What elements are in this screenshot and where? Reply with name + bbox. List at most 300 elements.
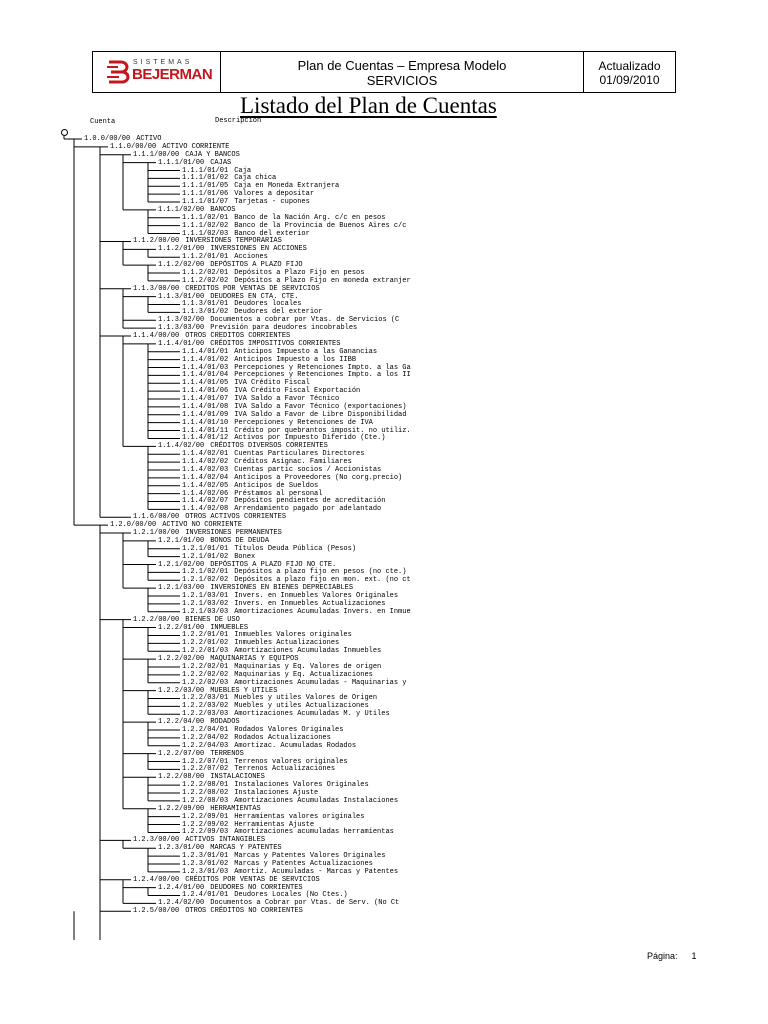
account-code: 1.2.3/01/02: [182, 859, 229, 868]
account-row: [182, 387, 360, 395]
account-code: 1.2.1/03/02: [182, 599, 229, 608]
account-code: 1.2.2/04/03: [182, 741, 229, 750]
account-description: Amortizaciones Acumuladas Invers. en Inmue: [234, 607, 411, 616]
header-title-line1: Plan de Cuentas – Empresa Modelo: [297, 58, 507, 73]
account-code: 1.1.1/02/00: [158, 205, 205, 214]
account-code: 1.2.2/03/01: [182, 694, 229, 703]
account-description: HERRAMIENTAS: [210, 804, 261, 813]
account-row: [182, 474, 402, 482]
account-description: Instalaciones Ajuste: [234, 789, 319, 798]
account-description: Documentos a Cobrar por Vtas. de Serv. (No Ct: [210, 899, 400, 908]
account-description: CRÉDITOS IMPOSITIVOS CORRIENTES: [210, 339, 341, 348]
account-row: [182, 852, 385, 860]
account-description: RODADOS: [210, 718, 240, 727]
account-code: 1.1.1/02/03: [182, 229, 229, 238]
account-description: Caja: [234, 166, 252, 175]
account-row: [182, 348, 377, 356]
account-code: 1.1.4/01/09: [182, 410, 229, 419]
account-code: 1.2.4/02/00: [158, 899, 205, 908]
account-row: [182, 371, 411, 379]
account-code: 1.1.4/01/05: [182, 379, 229, 388]
page-number: 1: [691, 951, 697, 961]
account-row: [182, 230, 310, 238]
account-code: 1.2.1/01/01: [182, 544, 229, 553]
account-description: Terrenos valores originales: [234, 757, 348, 766]
account-row: [182, 482, 318, 490]
account-code: 1.1.4/02/00: [158, 442, 205, 451]
account-row: [182, 198, 310, 206]
account-row: [182, 726, 343, 734]
account-description: Inmuebles Valores originales: [234, 631, 352, 640]
account-row: [133, 876, 320, 884]
account-code: 1.2.0/00/00: [110, 521, 157, 530]
account-row: [182, 860, 373, 868]
account-description: Herramientas Ajuste: [234, 820, 315, 829]
account-description: IVA Saldo a Favor Técnico (exportaciones): [234, 402, 407, 411]
account-description: ACTIVO CORRIENTE: [162, 142, 230, 151]
account-row: [158, 687, 277, 695]
account-description: ACTIVO NO CORRIENTE: [162, 521, 243, 530]
account-code: 1.2.1/03/03: [182, 607, 229, 616]
account-row: [182, 300, 301, 308]
account-description: CRÉDITOS POR VENTAS DE SERVICIOS: [185, 875, 320, 884]
account-description: Depósitos a plazo fijo en pesos (no cte.): [234, 568, 407, 577]
column-header-cuenta: Cuenta: [90, 118, 116, 126]
account-code: 1.1.4/01/02: [182, 355, 229, 364]
account-description: Invers. en Inmuebles Actualizaciones: [234, 599, 386, 608]
account-row: [182, 891, 348, 899]
account-description: BANCOS: [210, 205, 236, 214]
account-code: 1.2.1/00/00: [133, 529, 180, 537]
account-code: 1.1.4/02/05: [182, 481, 229, 490]
page-label: Página:: [647, 951, 678, 961]
account-code: 1.2.1/03/00: [158, 584, 205, 593]
account-description: Percepciones y Retenciones de IVA: [234, 418, 373, 427]
account-description: Inmuebles Actualizaciones: [234, 639, 340, 648]
account-row: [110, 143, 229, 151]
account-description: Amortizaciones Acumuladas Inmuebles: [234, 647, 382, 656]
account-row: [158, 159, 231, 167]
account-code: 1.1.1/01/07: [182, 198, 229, 207]
account-description: Anticipos Impuesto a las Ganancias: [234, 347, 378, 356]
account-row: [158, 245, 307, 253]
account-row: [133, 907, 303, 915]
account-description: Créditos Asignac. Familiares: [234, 458, 352, 467]
account-row: [158, 884, 303, 892]
account-description: DEUDORES EN CTA. CTE.: [210, 292, 299, 301]
account-code: 1.2.2/07/02: [182, 765, 229, 774]
account-description: ACTIVOS INTANGIBLES: [185, 836, 266, 845]
account-row: [182, 505, 381, 513]
account-description: Deudores locales: [234, 300, 302, 309]
account-code: 1.2.2/01/01: [182, 631, 229, 640]
account-description: INMUEBLES: [210, 623, 249, 632]
account-row: [182, 403, 406, 411]
account-code: 1.0.0/00/00: [84, 135, 131, 143]
account-row: [158, 316, 399, 324]
account-description: Préstamos al personal: [234, 489, 323, 498]
account-code: 1.2.2/07/00: [158, 749, 205, 758]
account-description: Depósitos a Plazo Fijo en pesos: [234, 268, 365, 277]
updated-date: 01/09/2010: [599, 73, 660, 87]
account-code: 1.2.2/03/03: [182, 710, 229, 719]
account-description: INSTALACIONES: [210, 773, 265, 782]
account-code: 1.2.2/01/03: [182, 647, 229, 656]
account-code: 1.1.2/00/00: [133, 237, 180, 246]
account-code: 1.1.2/02/02: [182, 276, 229, 285]
account-row: [182, 813, 364, 821]
account-description: OTROS CREDITOS CORRIENTES: [185, 332, 291, 340]
account-description: Cuentas partic socios / Accionistas: [234, 465, 382, 474]
account-code: 1.1.4/01/12: [182, 434, 229, 443]
account-description: Tarjetas - cupones: [234, 198, 310, 207]
account-row: [158, 561, 336, 569]
account-row: [182, 490, 322, 498]
account-description: CAJA Y BANCOS: [185, 150, 240, 159]
account-code: 1.2.2/09/02: [182, 820, 229, 829]
account-description: Títulos Deuda Pública (Pesos): [234, 544, 357, 553]
account-description: DEUDORES NO CORRIENTES: [210, 883, 303, 892]
account-description: Deudores del exterior: [234, 308, 323, 317]
account-row: [110, 521, 242, 529]
account-code: 1.2.2/08/03: [182, 796, 229, 805]
account-code: 1.1.1/00/00: [133, 150, 180, 159]
account-row: [182, 222, 406, 230]
account-row: [182, 167, 251, 175]
account-row: [158, 442, 328, 450]
account-code: 1.1.1/01/01: [182, 166, 229, 175]
account-description: Muebles y utiles Valores de Origen: [234, 694, 378, 703]
account-row: [182, 174, 276, 182]
account-description: Amortizac. Acumuladas Rodados: [234, 741, 357, 750]
account-row: [158, 718, 240, 726]
account-row: [182, 694, 377, 702]
updated-label: Actualizado: [598, 59, 661, 73]
account-description: BONOS DE DEUDA: [210, 536, 270, 545]
account-code: 1.1.4/02/01: [182, 450, 229, 459]
account-row: [133, 285, 320, 293]
account-row: [182, 356, 356, 364]
account-code: 1.1.4/01/08: [182, 402, 229, 411]
account-code: 1.2.5/00/00: [133, 907, 180, 916]
account-code: 1.1.3/01/00: [158, 292, 205, 301]
account-description: CREDITOS POR VENTAS DE SERVICIOS: [185, 284, 320, 293]
account-code: 1.1.6/00/00: [133, 513, 180, 522]
account-description: Instalaciones Valores Originales: [234, 781, 369, 790]
account-code: 1.2.2/04/00: [158, 718, 205, 727]
account-code: 1.1.4/02/02: [182, 458, 229, 467]
account-description: Anticipos Impuesto a los IIBB: [234, 355, 357, 364]
account-description: Banco de la Provincia de Buenos Aires c/c: [234, 221, 407, 230]
account-row: [133, 332, 290, 340]
account-description: IVA Crédito Fiscal: [234, 379, 310, 388]
account-description: TERRENOS: [210, 749, 244, 758]
account-description: Deudores Locales (No Ctes.): [234, 891, 348, 900]
account-description: DEPÓSITOS A PLAZO FIJO NO CTE.: [210, 560, 337, 569]
account-code: 1.1.4/01/01: [182, 347, 229, 356]
account-row: [182, 269, 364, 277]
account-code: 1.2.2/09/00: [158, 804, 205, 813]
account-row: [182, 631, 352, 639]
account-code: 1.2.2/00/00: [133, 615, 180, 624]
account-code: 1.1.0/00/00: [110, 142, 157, 151]
account-code: 1.1.3/03/00: [158, 324, 205, 333]
account-code: 1.2.2/07/01: [182, 757, 229, 766]
account-description: Percepciones y Retenciones Impto. a los II: [234, 371, 411, 380]
account-code: 1.1.3/01/01: [182, 300, 229, 309]
account-code: 1.2.3/00/00: [133, 836, 180, 845]
account-code: 1.1.4/00/00: [133, 332, 180, 340]
account-row: [158, 805, 261, 813]
account-row: [182, 545, 356, 553]
account-row: [182, 765, 335, 773]
account-row: [182, 592, 398, 600]
account-row: [182, 253, 268, 261]
account-code: 1.2.2/03/02: [182, 702, 229, 711]
account-description: Anticipos a Proveedores (No corg.precio): [234, 473, 403, 482]
account-code: 1.2.2/02/02: [182, 670, 229, 679]
account-row: [182, 758, 348, 766]
logo-subtitle: SISTEMAS: [133, 59, 193, 66]
account-description: MARCAS Y PATENTES: [210, 844, 282, 853]
account-row: [182, 781, 369, 789]
account-row: [182, 868, 398, 876]
account-row: [182, 576, 411, 584]
account-description: Marcas y Patentes Valores Originales: [234, 852, 386, 861]
account-description: Amortizaciones Acumuladas Instalaciones: [234, 796, 399, 805]
account-row: [133, 513, 286, 521]
account-code: 1.1.4/01/04: [182, 371, 229, 380]
account-code: 1.1.4/02/07: [182, 497, 229, 506]
account-code: 1.1.1/02/01: [182, 213, 229, 222]
account-code: 1.1.4/01/10: [182, 418, 229, 427]
account-code: 1.1.2/01/01: [182, 253, 229, 262]
account-code: 1.2.2/08/00: [158, 773, 205, 782]
account-description: Anticipos de Sueldos: [234, 481, 319, 490]
account-code: 1.2.2/08/02: [182, 789, 229, 798]
account-description: INVERSIONES EN ACCIONES: [210, 245, 307, 254]
account-description: Depósitos a Plazo Fijo en moneda extranjer: [234, 276, 411, 285]
account-row: [182, 568, 406, 576]
header-title-line2: SERVICIOS: [366, 73, 438, 88]
account-description: Rodados Valores Originales: [234, 726, 344, 734]
account-code: 1.2.1/01/00: [158, 536, 205, 545]
account-row: [182, 379, 310, 387]
account-code: 1.2.2/03/00: [158, 686, 205, 695]
account-description: Muebles y utiles Actualizaciones: [234, 702, 369, 711]
account-row: [158, 624, 248, 632]
account-description: Caja en Moneda Extranjera: [234, 182, 340, 191]
account-description: IVA Saldo a Favor Técnico: [234, 395, 340, 404]
account-code: 1.1.4/01/11: [182, 426, 229, 435]
account-description: INVERSIONES TEMPORARIAS: [185, 237, 282, 246]
logo-name: BEJERMAN: [132, 66, 213, 83]
account-code: 1.1.2/02/01: [182, 268, 229, 277]
account-row: [182, 427, 411, 435]
account-row: [158, 537, 269, 545]
account-description: OTROS CRÉDITOS NO CORRIENTES: [185, 907, 303, 916]
account-code: 1.2.4/00/00: [133, 875, 180, 884]
account-description: Maquinarias y Eq. Actualizaciones: [234, 670, 373, 679]
account-description: DEPÓSITOS A PLAZO FIJO: [210, 261, 303, 270]
account-row: [158, 206, 235, 214]
account-row: [133, 836, 265, 844]
account-code: 1.2.2/08/01: [182, 781, 229, 790]
account-code: 1.2.1/03/01: [182, 592, 229, 601]
account-row: [182, 639, 339, 647]
account-code: 1.1.4/01/07: [182, 395, 229, 404]
account-row: [133, 616, 240, 624]
account-description: Rodados Actualizaciones: [234, 733, 331, 742]
account-description: Valores a depositar: [234, 190, 315, 199]
account-row: [182, 458, 352, 466]
account-description: Amortizaciones Acumuladas - Maquinarias y: [234, 678, 407, 687]
account-row: [158, 340, 340, 348]
account-description: Acciones: [234, 253, 268, 262]
account-row: [84, 135, 161, 143]
account-code: 1.2.3/01/01: [182, 852, 229, 861]
account-row: [158, 324, 357, 332]
account-row: [158, 655, 298, 663]
account-description: MAQUINARIAS Y EQUIPOS: [210, 655, 299, 664]
account-row: [182, 663, 381, 671]
account-row: [182, 742, 356, 750]
account-row: [182, 797, 398, 805]
account-description: Banco de la Nación Arg. c/c en pesos: [234, 213, 386, 222]
account-code: 1.2.4/01/00: [158, 883, 205, 892]
account-description: Bonex: [234, 552, 256, 561]
account-row: [182, 600, 385, 608]
account-description: Documentos a cobrar por Vtas. de Servicios (C: [210, 316, 400, 325]
account-description: Invers. en Inmuebles Valores Originales: [234, 592, 399, 601]
account-row: [158, 261, 303, 269]
document-title-text: Listado del Plan de Cuentas: [240, 93, 497, 118]
account-description: Depósitos pendientes de acreditación: [234, 497, 386, 506]
account-row: [182, 679, 406, 687]
account-code: 1.2.1/01/02: [182, 552, 229, 561]
account-row: [182, 608, 411, 616]
account-row: [182, 182, 339, 190]
account-description: Activos por Impuesto Diferido (Cte.): [234, 434, 386, 443]
account-row: [182, 190, 314, 198]
account-code: 1.2.2/04/01: [182, 726, 229, 734]
account-row: [182, 497, 385, 505]
account-code: 1.2.4/01/01: [182, 891, 229, 900]
account-row: [182, 710, 390, 718]
account-description: Terrenos Actualizaciones: [234, 765, 336, 774]
account-row: [182, 277, 411, 285]
account-description: CAJAS: [210, 158, 232, 167]
account-code: 1.1.2/02/00: [158, 261, 205, 270]
account-description: Amortizaciones Acumuladas M. y Utiles: [234, 710, 390, 719]
account-code: 1.2.2/09/03: [182, 828, 229, 837]
account-code: 1.1.3/01/02: [182, 308, 229, 317]
account-code: 1.1.4/01/03: [182, 363, 229, 372]
account-description: Maquinarias y Eq. Valores de origen: [234, 662, 382, 671]
account-code: 1.1.3/00/00: [133, 284, 180, 293]
account-row: [158, 844, 282, 852]
account-code: 1.2.1/02/00: [158, 560, 205, 569]
account-row: [182, 553, 255, 561]
account-row: [182, 647, 381, 655]
account-description: INVERSIONES PERMANENTES: [185, 529, 282, 537]
account-row: [133, 237, 282, 245]
account-row: [133, 529, 282, 537]
column-header-descripcion: Descripción: [215, 117, 262, 125]
account-row: [182, 671, 373, 679]
account-code: 1.2.1/02/01: [182, 568, 229, 577]
account-code: 1.2.2/02/00: [158, 655, 205, 664]
account-description: INVERSIONES EN BIENES DEPRECIABLES: [210, 584, 354, 593]
account-row: [182, 395, 339, 403]
account-row: [182, 411, 406, 419]
account-row: [182, 214, 385, 222]
account-code: 1.1.4/02/04: [182, 473, 229, 482]
account-code: 1.1.2/01/00: [158, 245, 205, 254]
account-description: Arrendamiento pagado por adelantado: [234, 505, 382, 514]
page-footer: [647, 951, 697, 961]
account-description: Amortiz. Acumuladas - Marcas y Patentes: [234, 867, 399, 876]
account-code: 1.1.1/02/02: [182, 221, 229, 230]
account-row: [158, 773, 265, 781]
account-row: [133, 151, 240, 159]
account-description: MUEBLES Y UTILES: [210, 686, 278, 695]
account-description: Herramientas valores originales: [234, 812, 365, 821]
account-row: [182, 450, 364, 458]
account-description: IVA Saldo a Favor de Libre Disponibilidad: [234, 410, 407, 419]
account-code: 1.1.1/01/02: [182, 174, 229, 183]
account-code: 1.1.1/01/06: [182, 190, 229, 199]
account-code: 1.2.2/04/02: [182, 733, 229, 742]
account-code: 1.2.2/01/00: [158, 623, 205, 632]
account-code: 1.1.4/01/00: [158, 339, 205, 348]
account-row: [182, 734, 331, 742]
account-description: Previsión para deudores incobrables: [210, 324, 358, 333]
account-code: 1.2.2/02/03: [182, 678, 229, 687]
account-description: Depósitos a plazo fijo en mon. ext. (no ct: [234, 576, 411, 585]
account-description: Cuentas Particulares Directores: [234, 450, 365, 459]
account-code: 1.2.3/01/00: [158, 844, 205, 853]
account-description: Caja chica: [234, 174, 277, 183]
account-row: [182, 828, 394, 836]
account-code: 1.1.4/01/06: [182, 387, 229, 396]
account-row: [182, 789, 318, 797]
account-description: Marcas y Patentes Actualizaciones: [234, 859, 373, 868]
account-row: [182, 466, 381, 474]
account-description: OTROS ACTIVOS CORRIENTES: [185, 513, 287, 522]
account-code: 1.1.4/02/06: [182, 489, 229, 498]
account-description: Banco del exterior: [234, 229, 310, 238]
account-code: 1.1.4/02/03: [182, 465, 229, 474]
account-code: 1.2.2/01/02: [182, 639, 229, 648]
account-code: 1.1.1/01/00: [158, 158, 205, 167]
account-row: [182, 702, 369, 710]
account-description: CRÉDITOS DIVERSOS CORRIENTES: [210, 442, 328, 451]
account-row: [158, 584, 353, 592]
account-row: [182, 364, 411, 372]
account-code: 1.2.3/01/03: [182, 867, 229, 876]
account-description: Crédito por quebrantos imposit. no utiliz.: [234, 426, 411, 435]
account-code: 1.2.1/02/02: [182, 576, 229, 585]
account-code: 1.2.2/02/01: [182, 662, 229, 671]
account-description: BIENES DE USO: [185, 615, 240, 624]
account-code: 1.1.3/02/00: [158, 316, 205, 325]
account-row: [158, 750, 244, 758]
account-row: [182, 419, 373, 427]
account-row: [158, 293, 298, 301]
account-description: IVA Crédito Fiscal Exportación: [234, 387, 361, 396]
account-code: 1.1.1/01/05: [182, 182, 229, 191]
